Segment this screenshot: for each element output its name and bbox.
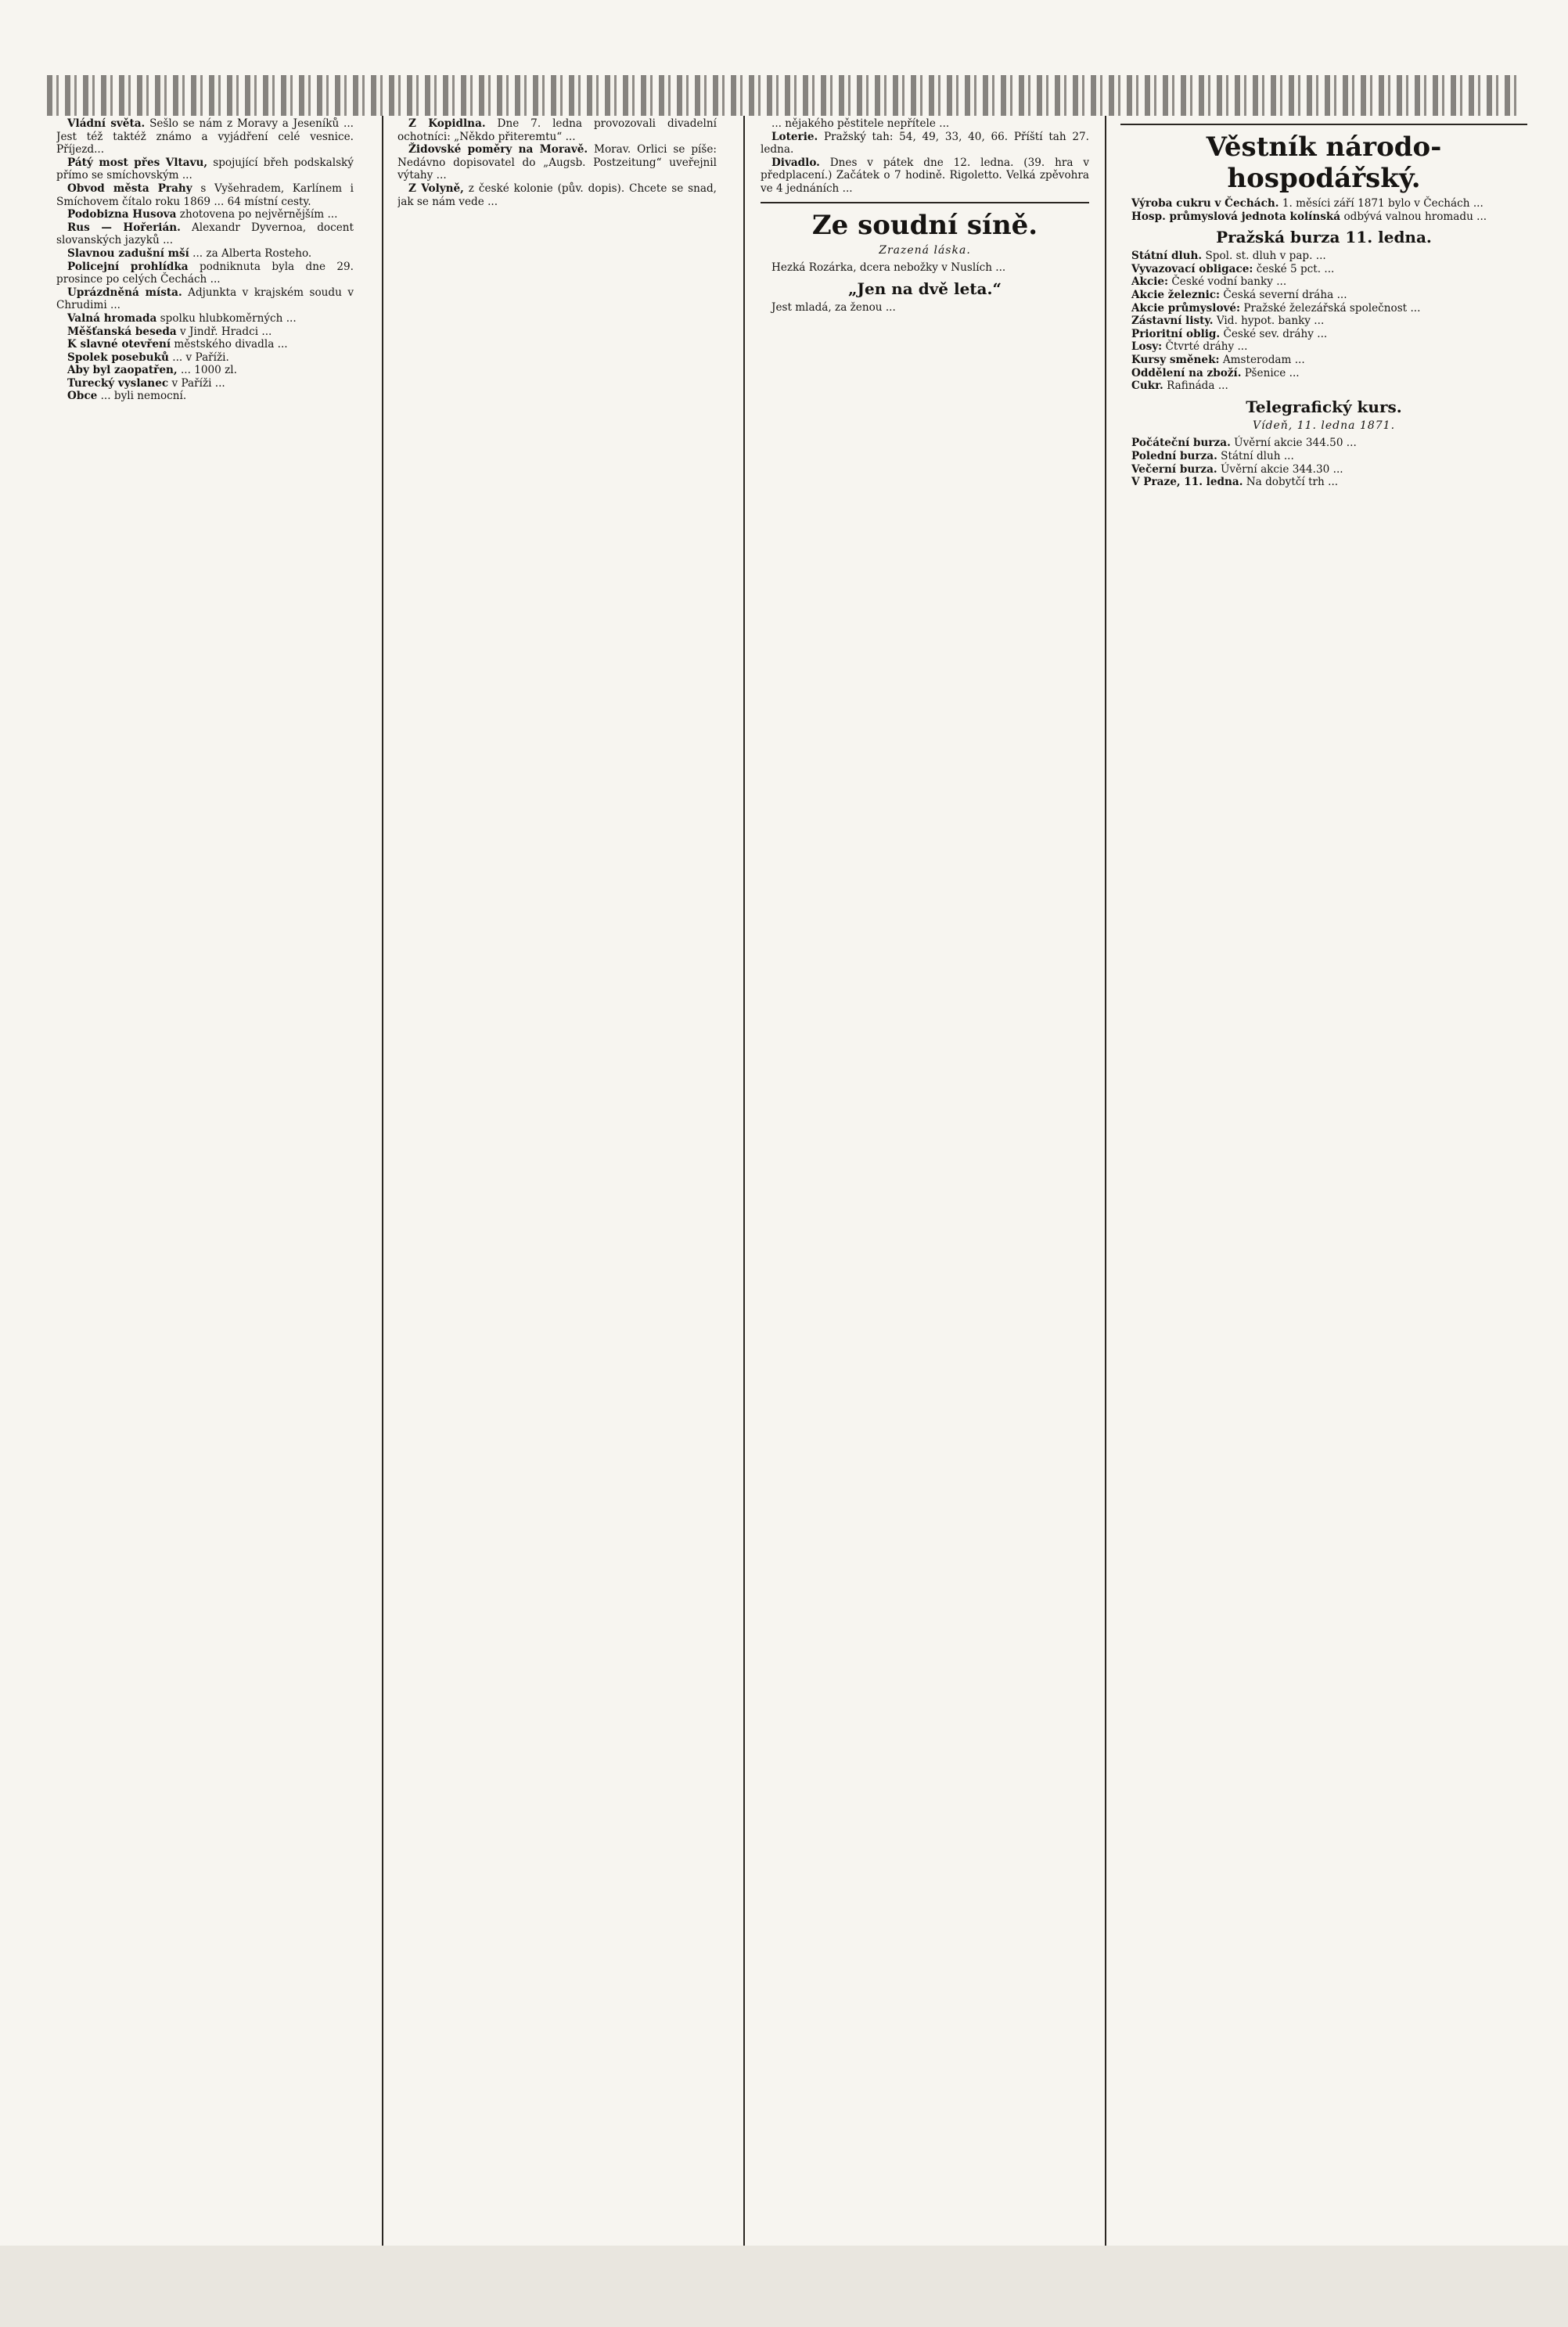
article: Valná hromada spolku hlubkoměrných ... — [67, 311, 297, 325]
column-1 — [56, 117, 354, 2308]
column-rule — [382, 116, 383, 2307]
market-entry: V Praze, 11. ledna. Na dobytčí trh ... — [1131, 476, 1339, 489]
scan-margin — [0, 2246, 1568, 2327]
article: Výroba cukru v Čechách. 1. měsíci září 1871 bylo v Čechách ... — [1131, 197, 1483, 210]
article: Z Kopidlna. Dne 7. ledna provozovali divadelní ochotníci: „Někdo přiteremtu“ ... — [397, 117, 717, 143]
section-title: Věstník národo-hospodářský. — [1206, 131, 1442, 194]
column-rule — [1105, 116, 1106, 2307]
market-entry: Počáteční burza. Úvěrní akcie 344.50 ... — [1131, 437, 1357, 450]
article: Spolek posebuků ... v Paříži. — [67, 351, 229, 364]
masthead-strip — [47, 75, 1518, 116]
article: Jest mladá, za ženou ... — [771, 300, 896, 314]
telegraph-title: Telegrafický kurs. — [1246, 397, 1402, 416]
market-entry: Akcie: České vodní banky ... — [1131, 275, 1287, 289]
market-entry: Státní dluh. Spol. st. dluh v pap. ... — [1131, 250, 1326, 263]
article: Slavnou zadušní mší ... za Alberta Rosteho. — [67, 246, 312, 260]
article: Hezká Rozárka, dcera nebožky v Nuslích ... — [771, 261, 1006, 275]
bourse-title: Pražská burza 11. ledna. — [1216, 228, 1432, 247]
article: Uprázdněná místa. Adjunkta v krajském soudu v Chrudimi ... — [56, 286, 354, 312]
article: Podobizna Husova zhotovena po nejvěrnějším ... — [67, 208, 338, 221]
article: Turecký vyslanec v Paříži ... — [67, 376, 225, 390]
article: Hosp. průmyslová jednota kolínská odbývá valnou hromadu ... — [1131, 210, 1487, 223]
article: Vládní světa. Sešlo se nám z Moravy a Jeseníků ... Jest též taktéž známo a vyjádření celé vesnice. Příjezd... — [56, 117, 354, 156]
market-entry: Polední burza. Státní dluh ... — [1131, 449, 1294, 462]
section-subtitle: Zrazená láska. — [879, 243, 971, 257]
article: Pátý most přes Vltavu, spojující břeh podskalský přímo se smíchovským ... — [56, 156, 354, 182]
market-entry: Prioritní oblig. České sev. dráhy ... — [1131, 327, 1328, 340]
market-entry: Zástavní listy. Vid. hypot. banky ... — [1131, 315, 1325, 328]
article: Divadlo. Dnes v pátek dne 12. ledna. (39. hra v předplacení.) Začátek o 7 hodině. Rigoletto. Velká zpěvohra ve 4 jednáních ... — [761, 156, 1089, 195]
article: Měšťanská beseda v Jindř. Hradci ... — [67, 325, 272, 338]
section-divider — [761, 202, 1089, 203]
article: Aby byl zaopatřen, ... 1000 zl. — [67, 364, 237, 377]
section-divider — [1120, 124, 1527, 125]
market-entry: Losy: Čtvrté dráhy ... — [1131, 340, 1248, 354]
article: K slavné otevření městského divadla ... — [67, 338, 288, 351]
article: Policejní prohlídka podniknuta byla dne 29. prosince po celých Čechách ... — [56, 260, 354, 286]
article: Obce ... byli nemocní. — [67, 390, 187, 403]
market-entry: Oddělení na zboží. Pšenice ... — [1131, 366, 1300, 379]
market-entry: Akcie železnic: Česká severní dráha ... — [1131, 288, 1347, 301]
market-entry: Kursy směnek: Amsterodam ... — [1131, 353, 1305, 366]
article: Obvod města Prahy s Vyšehradem, Karlínem i Smíchovem čítalo roku 1869 ... 64 místní cesty. — [56, 182, 354, 208]
market-entry: Akcie průmyslové: Pražské železářská společnost ... — [1131, 301, 1421, 315]
column-4 — [1120, 117, 1527, 2308]
market-entry: Vyvazovací obligace: české 5 pct. ... — [1131, 262, 1335, 275]
article: Rus — Hořerián. Alexandr Dyvernoa, docent slovanských jazyků ... — [56, 221, 354, 247]
market-entry: Večerní burza. Úvěrní akcie 344.30 ... — [1131, 462, 1343, 476]
column-3 — [761, 117, 1089, 2308]
column-rule — [743, 116, 745, 2307]
story-title: „Jen na dvě leta.“ — [848, 279, 1002, 298]
article: Židovské poměry na Moravě. Morav. Orlici se píše: Nedávno dopisovatel do „Augsb. Postzeitung“ uveřejnil výtahy ... — [397, 143, 717, 182]
column-2 — [397, 117, 717, 2308]
section-title: Ze soudní síně. — [811, 209, 1038, 241]
article: ... nějakého pěstitele nepřítele ... — [771, 117, 950, 130]
telegraph-subtitle: Vídeň, 11. ledna 1871. — [1252, 419, 1396, 432]
market-entry: Cukr. Rafináda ... — [1131, 379, 1228, 393]
article: Loterie. Pražský tah: 54, 49, 33, 40, 66. Příští tah 27. ledna. — [761, 130, 1089, 156]
article: Z Volyně, z české kolonie (pův. dopis). Chcete se snad, jak se nám vede ... — [397, 182, 717, 208]
